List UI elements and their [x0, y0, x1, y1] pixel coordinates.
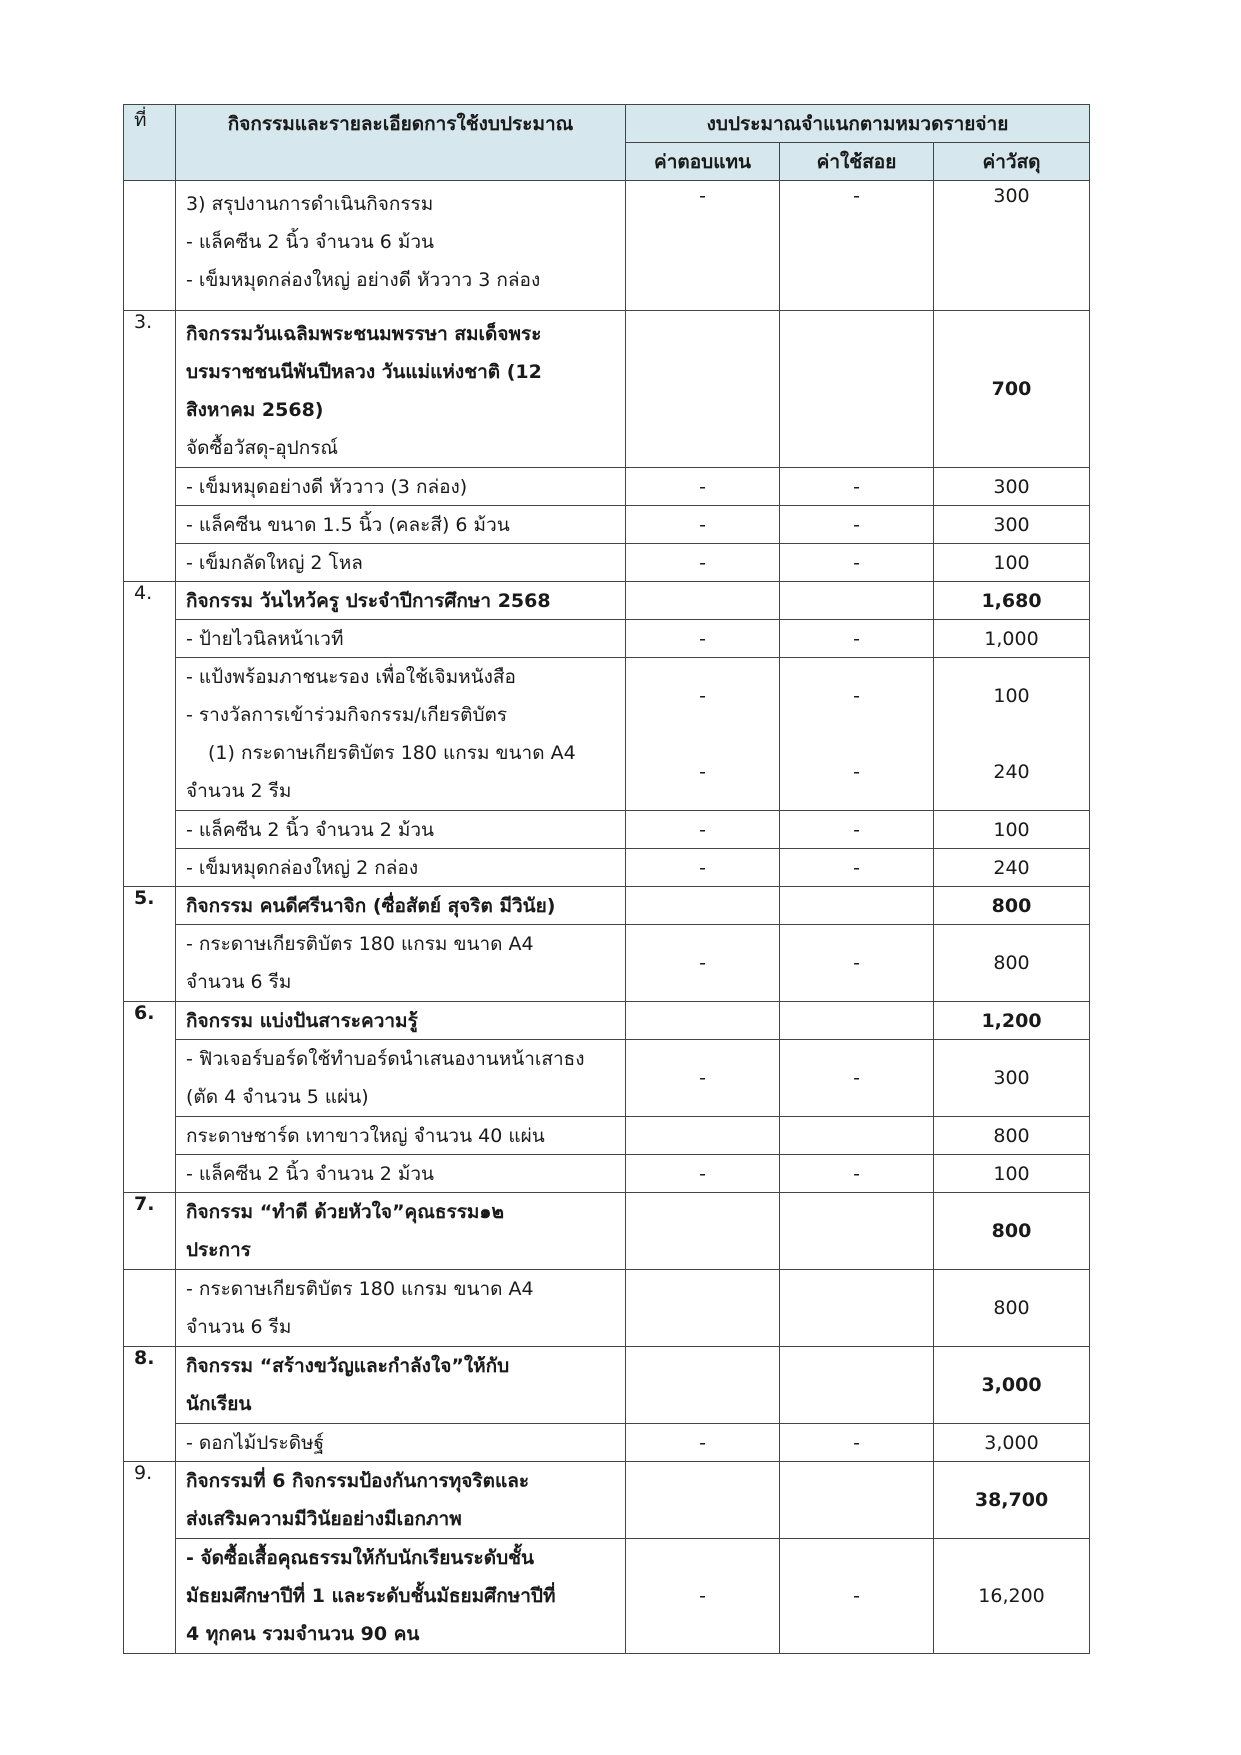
row-description: - เข็มหมุดอย่างดี หัววาว (3 กล่อง) — [176, 468, 626, 506]
row-description: กิจกรรม แบ่งปันสาระความรู้ — [176, 1002, 626, 1040]
compensation-cell — [626, 887, 780, 925]
desc-line: - แป้งพร้อมภาชนะรอง เพื่อใช้เจิมหนังสือ — [186, 666, 516, 688]
desc-line: นักเรียน — [186, 1393, 252, 1415]
header-budget-group: งบประมาณจำแนกตามหมวดรายจ่าย — [626, 105, 1090, 143]
compensation-cell: - — [626, 1539, 780, 1654]
compensation-cell: - — [626, 734, 780, 811]
compensation-cell: - — [626, 544, 780, 582]
materials-cell: 100 — [934, 811, 1090, 849]
row-no-cell: 4. — [124, 582, 176, 887]
table-row — [124, 1040, 1090, 1117]
row-description — [176, 734, 626, 811]
table-row — [124, 544, 1090, 582]
materials-cell: 800 — [934, 1117, 1090, 1155]
header-no: ที่ — [124, 105, 176, 181]
expenses-cell — [780, 1270, 934, 1347]
expenses-cell — [780, 582, 934, 620]
expenses-cell: - — [780, 734, 934, 811]
desc-line: - ฟิวเจอร์บอร์ดใช้ทำบอร์ดนำเสนองานหน้าเสาธง — [186, 1048, 585, 1070]
compensation-cell: - — [626, 1040, 780, 1117]
materials-cell: 16,200 — [934, 1539, 1090, 1654]
table-row — [124, 1193, 1090, 1270]
materials-cell: 1,680 — [934, 582, 1090, 620]
row-no-cell: 5. — [124, 887, 176, 1002]
expenses-cell: - — [780, 849, 934, 887]
budget-table — [123, 104, 1090, 1654]
table-row — [124, 811, 1090, 849]
expenses-cell: - — [780, 658, 934, 735]
expenses-cell: - — [780, 468, 934, 506]
header-materials: ค่าวัสดุ — [934, 143, 1090, 181]
header-expenses: ค่าใช้สอย — [780, 143, 934, 181]
expenses-cell: - — [780, 811, 934, 849]
table-row — [124, 1462, 1090, 1539]
row-description — [176, 658, 626, 735]
row-no-cell — [124, 181, 176, 311]
row-description: - แล็คซีน 2 นิ้ว จำนวน 2 ม้วน — [176, 811, 626, 849]
table-row — [124, 734, 1090, 811]
table-row — [124, 849, 1090, 887]
materials-cell: 1,200 — [934, 1002, 1090, 1040]
table-row — [124, 887, 1090, 925]
desc-line: กิจกรรมที่ 6 กิจกรรมป้องกันการทุจริตและ — [186, 1470, 530, 1492]
table-row — [124, 506, 1090, 544]
materials-cell: 700 — [934, 311, 1090, 468]
compensation-cell: - — [626, 1155, 780, 1193]
row-description: - แล็คซีน ขนาด 1.5 นิ้ว (คละสี) 6 ม้วน — [176, 506, 626, 544]
compensation-cell: - — [626, 811, 780, 849]
desc-line: - รางวัลการเข้าร่วมกิจกรรม/เกียรติบัตร — [186, 704, 508, 726]
row-no-cell: 7. — [124, 1193, 176, 1270]
desc-line: กิจกรรมวันเฉลิมพระชนมพรรษา สมเด็จพระ — [186, 323, 542, 345]
materials-cell: 3,000 — [934, 1424, 1090, 1462]
compensation-cell — [626, 582, 780, 620]
expenses-cell — [780, 311, 934, 468]
row-description — [176, 925, 626, 1002]
row-no-cell: 6. — [124, 1002, 176, 1193]
expenses-cell — [780, 1347, 934, 1424]
desc-line: มัธยมศึกษาปีที่ 1 และระดับชั้นมัธยมศึกษาปีที่ — [186, 1585, 556, 1607]
table-row — [124, 1539, 1090, 1654]
table-row — [124, 582, 1090, 620]
desc-line: จัดซื้อวัสดุ-อุปกรณ์ — [186, 437, 339, 459]
desc-line: - จัดซื้อเสื้อคุณธรรมให้กับนักเรียนระดับชั้น — [186, 1547, 535, 1569]
row-description — [176, 311, 626, 468]
expenses-cell: - — [780, 925, 934, 1002]
desc-line: ประการ — [186, 1239, 251, 1261]
expenses-cell — [780, 1462, 934, 1539]
header-row-1 — [124, 105, 1090, 143]
desc-line: - กระดาษเกียรติบัตร 180 แกรม ขนาด A4 — [186, 1278, 534, 1300]
expenses-cell: - — [780, 506, 934, 544]
table-row — [124, 1424, 1090, 1462]
materials-cell: 3,000 — [934, 1347, 1090, 1424]
row-description: - ดอกไม้ประดิษฐ์ — [176, 1424, 626, 1462]
table-row — [124, 1270, 1090, 1347]
row-no-cell — [124, 1270, 176, 1347]
materials-cell: 100 — [934, 1155, 1090, 1193]
row-description — [176, 1462, 626, 1539]
row-description: - เข็มหมุดกล่องใหญ่ 2 กล่อง — [176, 849, 626, 887]
row-no-cell: 3. — [124, 311, 176, 582]
row-description: กิจกรรม วันไหว้ครู ประจำปีการศึกษา 2568 — [176, 582, 626, 620]
table-row — [124, 1117, 1090, 1155]
table-row — [124, 620, 1090, 658]
materials-cell: 800 — [934, 887, 1090, 925]
expenses-cell — [780, 1117, 934, 1155]
table-row — [124, 1155, 1090, 1193]
desc-line: บรมราชชนนีพันปีหลวง วันแม่แห่งชาติ (12 — [186, 361, 542, 383]
compensation-cell: - — [626, 1424, 780, 1462]
expenses-cell: - — [780, 181, 934, 311]
materials-cell: 300 — [934, 506, 1090, 544]
materials-cell: 1,000 — [934, 620, 1090, 658]
table-row — [124, 1002, 1090, 1040]
row-no-cell: 8. — [124, 1347, 176, 1462]
table-row — [124, 1347, 1090, 1424]
compensation-cell — [626, 1002, 780, 1040]
compensation-cell: - — [626, 658, 780, 735]
compensation-cell: - — [626, 849, 780, 887]
row-description: - แล็คซีน 2 นิ้ว จำนวน 2 ม้วน — [176, 1155, 626, 1193]
expenses-cell: - — [780, 1424, 934, 1462]
materials-cell: 300 — [934, 468, 1090, 506]
row-description — [176, 1040, 626, 1117]
table-row — [124, 468, 1090, 506]
materials-cell: 800 — [934, 1270, 1090, 1347]
materials-cell: 240 — [934, 734, 1090, 811]
compensation-cell: - — [626, 468, 780, 506]
compensation-cell: - — [626, 506, 780, 544]
desc-line: ส่งเสริมความมีวินัยอย่างมีเอกภาพ — [186, 1508, 462, 1530]
row-description: - ป้ายไวนิลหน้าเวที — [176, 620, 626, 658]
table-row — [124, 925, 1090, 1002]
expenses-cell: - — [780, 544, 934, 582]
expenses-cell: - — [780, 620, 934, 658]
compensation-cell — [626, 1347, 780, 1424]
materials-cell: 100 — [934, 544, 1090, 582]
desc-line: (ตัด 4 จำนวน 5 แผ่น) — [186, 1086, 369, 1108]
row-description: - เข็มกลัดใหญ่ 2 โหล — [176, 544, 626, 582]
desc-line: 3) สรุปงานการดำเนินกิจกรรม — [186, 193, 434, 215]
expenses-cell — [780, 887, 934, 925]
desc-line: - เข็มหมุดกล่องใหญ่ อย่างดี หัววาว 3 กล่อง — [186, 269, 541, 291]
expenses-cell — [780, 1193, 934, 1270]
header-activity: กิจกรรมและรายละเอียดการใช้งบประมาณ — [176, 105, 626, 181]
row-no-cell: 9. — [124, 1462, 176, 1654]
row-description: กิจกรรม คนดีศรีนาจิก (ซื่อสัตย์ สุจริต มีวินัย) — [176, 887, 626, 925]
desc-line: จำนวน 6 รีม — [186, 971, 292, 993]
compensation-cell — [626, 1117, 780, 1155]
desc-line: สิงหาคม 2568) — [186, 399, 324, 421]
row-description — [176, 181, 626, 311]
desc-line: - กระดาษเกียรติบัตร 180 แกรม ขนาด A4 — [186, 933, 534, 955]
materials-cell: 800 — [934, 925, 1090, 1002]
materials-cell: 38,700 — [934, 1462, 1090, 1539]
compensation-cell — [626, 311, 780, 468]
row-description — [176, 1347, 626, 1424]
desc-line: (1) กระดาษเกียรติบัตร 180 แกรม ขนาด A4 — [208, 742, 576, 764]
desc-line: 4 ทุกคน รวมจำนวน 90 คน — [186, 1623, 420, 1645]
table-row — [124, 658, 1090, 735]
desc-line: จำนวน 6 รีม — [186, 1316, 292, 1338]
expenses-cell: - — [780, 1040, 934, 1117]
compensation-cell: - — [626, 925, 780, 1002]
compensation-cell: - — [626, 181, 780, 311]
compensation-cell — [626, 1193, 780, 1270]
row-description — [176, 1270, 626, 1347]
desc-line: - แล็คซีน 2 นิ้ว จำนวน 6 ม้วน — [186, 231, 435, 253]
table-row — [124, 311, 1090, 468]
materials-cell: 300 — [934, 181, 1090, 311]
desc-line: จำนวน 2 รีม — [186, 780, 292, 802]
expenses-cell: - — [780, 1539, 934, 1654]
compensation-cell — [626, 1462, 780, 1539]
expenses-cell: - — [780, 1155, 934, 1193]
materials-cell: 800 — [934, 1193, 1090, 1270]
row-description — [176, 1539, 626, 1654]
row-description — [176, 1193, 626, 1270]
compensation-cell: - — [626, 620, 780, 658]
expenses-cell — [780, 1002, 934, 1040]
row-description: กระดาษชาร์ด เทาขาวใหญ่ จำนวน 40 แผ่น — [176, 1117, 626, 1155]
header-compensation: ค่าตอบแทน — [626, 143, 780, 181]
materials-cell: 240 — [934, 849, 1090, 887]
materials-cell: 100 — [934, 658, 1090, 735]
materials-cell: 300 — [934, 1040, 1090, 1117]
desc-line: กิจกรรม “สร้างขวัญและกำลังใจ”ให้กับ — [186, 1355, 510, 1377]
desc-line: กิจกรรม “ทำดี ด้วยหัวใจ”คุณธรรม๑๒ — [186, 1201, 505, 1223]
table-row — [124, 181, 1090, 311]
compensation-cell — [626, 1270, 780, 1347]
